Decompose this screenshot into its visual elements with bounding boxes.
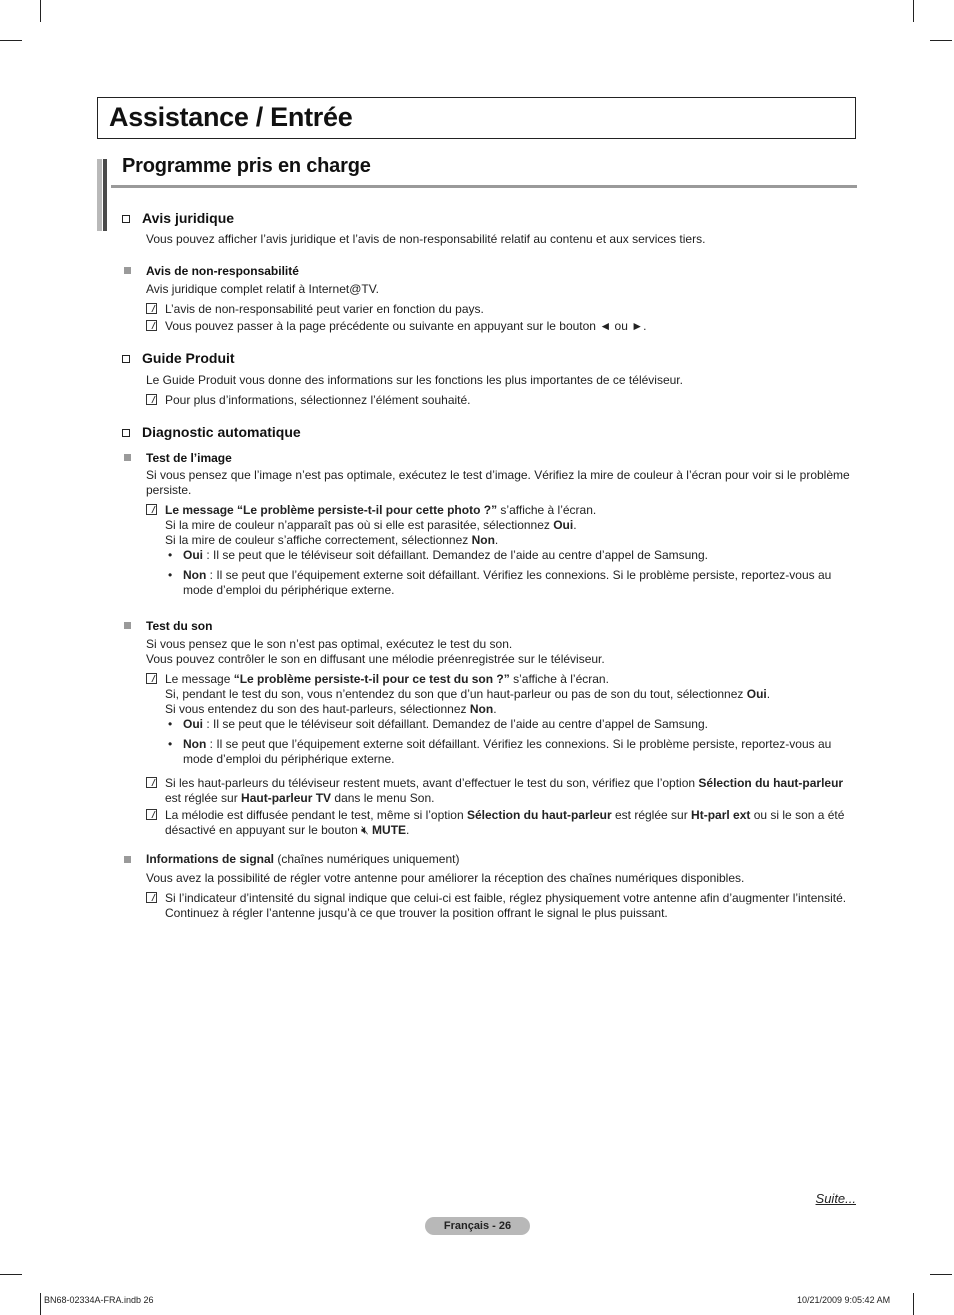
guide-note: Pour plus d’informations, sélectionnez l’élément souhaité. xyxy=(165,393,471,407)
checkbox-bullet-icon xyxy=(122,355,130,363)
heading-diagnostic: Diagnostic automatique xyxy=(122,424,301,440)
checkbox-bullet-icon xyxy=(122,215,130,223)
section-title: Programme pris en charge xyxy=(122,155,371,177)
test-son-note-melodie: La mélodie est diffusée pendant le test, même si l’option Sélection du haut-parleur est réglée sur Ht-parl ext ou si le son a été désactivé en appuyant sur le bouton 🔇︎ MUTE. xyxy=(165,808,845,837)
test-son-bullet-non: Non : Il se peut que l’équipement externe soit défaillant. Vérifiez les connexions. Si le problème persiste, reportez-vous au mode d’emploi du périphérique externe. xyxy=(183,737,832,766)
square-bullet-icon xyxy=(124,856,131,863)
crop-mark xyxy=(0,40,22,41)
test-son-note: Le message “Le problème persiste-t-il pour ce test du son ?” s’affiche à l’écran. Si, pendant le test du son, vous n’entendez du son que d’un haut-parleur ou pas de son du tout, sélectionnez Oui. Si vous entendez du son des haut-parleurs, sélectionnez Non. xyxy=(165,672,771,716)
heading-avis-juridique: Avis juridique xyxy=(122,210,234,226)
non-responsabilite-text: Avis juridique complet relatif à Internet@TV. xyxy=(146,282,379,296)
note-icon xyxy=(146,394,157,405)
test-image-note: Le message “Le problème persiste-t-il pour cette photo ?” s’affiche à l’écran. Si la mire de couleur n’apparaît pas où si elle est parasitée, sélectionnez Oui. Si la mire de couleur s’affiche correctement, sélectionnez Non. xyxy=(165,503,597,547)
note-navigation: Vous pouvez passer à la page précédente ou suivante en appuyant sur le bouton ◄ ou ►. xyxy=(165,319,647,333)
note-icon xyxy=(146,809,157,820)
note-icon xyxy=(146,673,157,684)
test-image-bullet-non: Non : Il se peut que l’équipement externe soit défaillant. Vérifiez les connexions. Si le problème persiste, reportez-vous au mode d’emploi du périphérique externe. xyxy=(183,568,832,597)
heading-guide-produit: Guide Produit xyxy=(122,350,235,366)
page-title-box xyxy=(97,97,856,139)
bullet-dot: • xyxy=(168,548,173,562)
guide-text: Le Guide Produit vous donne des informations sur les fonctions les plus importantes de ce téléviseur. xyxy=(146,373,683,387)
avis-text: Vous pouvez afficher l’avis juridique et l’avis de non-responsabilité relatif au contenu et aux services tiers. xyxy=(146,232,706,246)
test-son-note-haut-parleurs: Si les haut-parleurs du téléviseur restent muets, avant d’effectuer le test du son, vérifiez que l’option Sélection du haut-parleur est réglée sur Haut-parleur TV dans le menu Son. xyxy=(165,776,844,805)
test-image-text: Si vous pensez que l’image n’est pas optimale, exécutez le test d’image. Vérifiez la mire de couleur à l’écran pour voir si le problème persiste. xyxy=(146,468,850,497)
crop-mark xyxy=(930,40,952,41)
test-image-bullet-oui: Oui : Il se peut que le téléviseur soit défaillant. Demandez de l’aide au centre d’appel de Samsung. xyxy=(183,548,708,562)
test-son-text: Si vous pensez que le son n’est pas optimal, exécutez le test du son. Vous pouvez contrôler le son en diffusant une mélodie préenregistrée sur le téléviseur. xyxy=(146,637,605,666)
subheading-non-responsabilite: Avis de non-responsabilité xyxy=(146,264,299,278)
footer-filename: BN68-02334A-FRA.indb 26 xyxy=(44,1295,154,1305)
page-title: Assistance / Entrée xyxy=(109,102,353,132)
signal-note: Si l’indicateur d’intensité du signal indique que celui-ci est faible, réglez physiquement votre antenne afin d’augmenter l’intensité. Continuez à régler l’antenne jusqu’à ce que trouver la position offrant le signal le plus puissant. xyxy=(165,891,847,920)
section-divider xyxy=(111,185,857,188)
page-number-badge: Français - 26 xyxy=(425,1217,530,1235)
crop-mark xyxy=(913,1293,914,1315)
square-bullet-icon xyxy=(124,454,131,461)
note-icon xyxy=(146,504,157,515)
bullet-dot: • xyxy=(168,568,173,582)
crop-mark xyxy=(913,0,914,22)
footer-timestamp: 10/21/2009 9:05:42 AM xyxy=(797,1295,891,1305)
square-bullet-icon xyxy=(124,622,131,629)
mute-icon: 🔇︎ xyxy=(361,823,373,837)
suite-link: Suite... xyxy=(815,1191,856,1206)
bullet-dot: • xyxy=(168,717,173,731)
crop-mark xyxy=(0,1274,22,1275)
note-icon xyxy=(146,892,157,903)
note-icon xyxy=(146,777,157,788)
note-icon xyxy=(146,303,157,314)
crop-mark xyxy=(40,0,41,22)
signal-text: Vous avez la possibilité de régler votre antenne pour améliorer la réception des chaînes numériques disponibles. xyxy=(146,871,745,885)
crop-mark xyxy=(930,1274,952,1275)
note-pays: L’avis de non-responsabilité peut varier en fonction du pays. xyxy=(165,302,484,316)
subheading-test-image: Test de l’image xyxy=(146,451,232,465)
crop-mark xyxy=(40,1293,41,1315)
square-bullet-icon xyxy=(124,267,131,274)
test-son-bullet-oui: Oui : Il se peut que le téléviseur soit défaillant. Demandez de l’aide au centre d’appel de Samsung. xyxy=(183,717,708,731)
bullet-dot: • xyxy=(168,737,173,751)
subheading-informations-signal: Informations de signal (chaînes numériques uniquement) xyxy=(146,852,460,866)
note-icon xyxy=(146,320,157,331)
subheading-test-son: Test du son xyxy=(146,619,213,633)
section-bar-decoration xyxy=(97,159,111,231)
checkbox-bullet-icon xyxy=(122,429,130,437)
